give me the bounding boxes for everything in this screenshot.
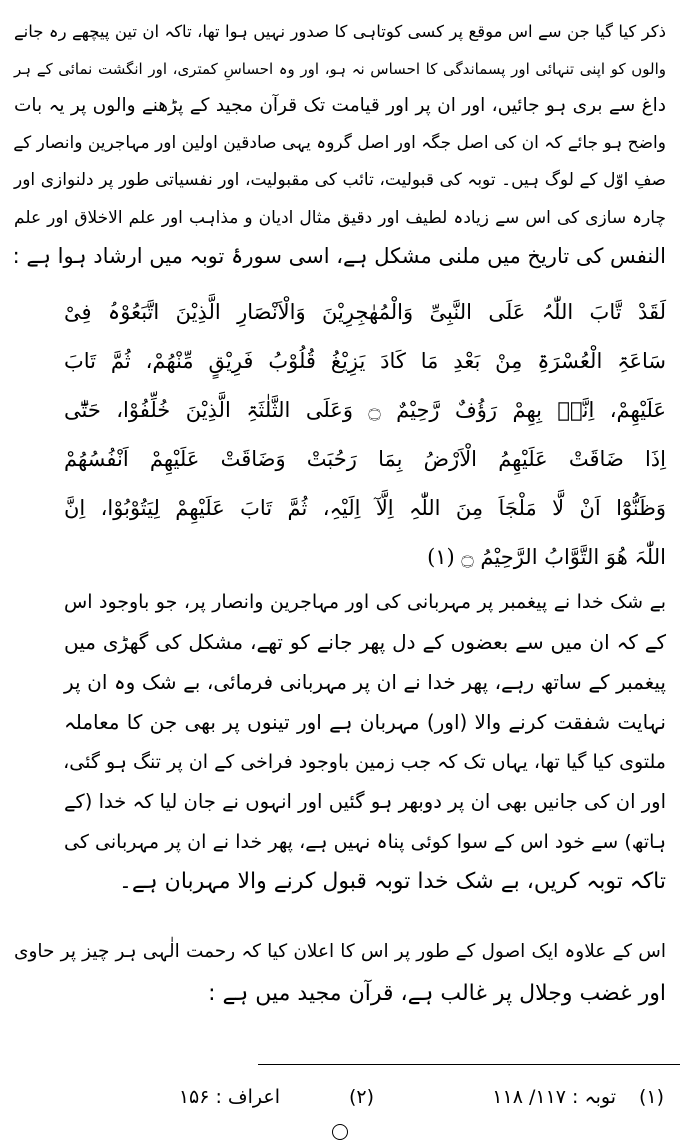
verse-line: لَقَدْ تَّابَ اللّٰہُ عَلَی النَّبِیِّ وَالْمُھٰجِرِیْنَ وَالْاَنْصَارِ الَّذِیْنَ اتَّبَعُوْہُ فِیْ bbox=[64, 300, 666, 324]
verse-line: اِذَا ضَاقَتْ عَلَیْھِمُ الْاَرْضُ بِمَا رَحُبَتْ وَضَاقَتْ عَلَیْھِمْ اَنْفُسُھُمْ bbox=[64, 447, 666, 471]
prose-line: والوں کو اپنی تنہائی اور پسماندگی کا احساس نہ ہو، اور وہ احساسِ کمتری، اور انگشت نمائی کے ہر bbox=[14, 60, 666, 78]
verse-line: سَاعَۃِ الْعُسْرَۃِ مِنْ بَعْدِ مَا کَادَ یَزِیْغُ قُلُوْبُ فَرِیْقٍ مِّنْھُمْ، ثُمَّ تَابَ bbox=[64, 349, 666, 373]
prose-line: النفس کی تاریخ میں ملنی مشکل ہے، اسی سورۂ توبہ میں ارشاد ہوا ہے : bbox=[12, 244, 666, 268]
translation-line: نہایت شفقت کرنے والا (اور) مہربان ہے اور تینوں پر بھی جن کا معاملہ bbox=[64, 710, 666, 734]
translation-line: بے شک خدا نے پیغمبر پر مہربانی کی اور مہاجرین وانصار پر، جو باوجود اس bbox=[64, 591, 666, 613]
footnote-1-number: (۱) bbox=[638, 1086, 664, 1108]
translation-line: ملتوی کیا گیا تھا، یہاں تک کہ جب زمین باوجود فراخی کے ان پر تنگ ہو گئی، bbox=[63, 751, 666, 773]
footnote-separator bbox=[258, 1064, 680, 1065]
translation-line: کے کہ ان میں سے بعضوں کے دل پھر جانے کو تھے، مشکل کی گھڑی میں bbox=[64, 630, 666, 654]
footnotes bbox=[0, 1082, 680, 1112]
prose-line: اس کے علاوہ ایک اصول کے طور پر اس کا اعلان کیا کہ رحمت الٰہی ہر چیز پر حاوی bbox=[14, 941, 666, 962]
footnote-1-reference: توبہ : ۱۱۷/ ۱۱۸ bbox=[492, 1086, 616, 1108]
prose-line: صفِ اوّل کے لوگ ہیں۔ توبہ کی قبولیت، تائب کی مقبولیت، اور نفسیاتی طور پر دلنوازی اور bbox=[14, 170, 666, 190]
translation-line: ہاتھ) سے خود اس کے سوا کوئی پناہ نہیں ہے، پھر خدا نے ان پر مہربانی کی bbox=[64, 831, 666, 853]
prose-line: اور غضب وجلال پر غالب ہے، قرآن مجید میں ہے : bbox=[208, 981, 666, 1006]
translation-line: پیغمبر کے ساتھ رہے، پھر خدا نے ان پر مہربانی فرمائی، بے شک وہ ان پر bbox=[64, 670, 666, 694]
verse-line: اللّٰہَ ھُوَ التَّوَّابُ الرَّحِیْمُ ۝ (۱) bbox=[427, 545, 666, 569]
verse-line: وَظَنُّوْٓا اَنْ لَّا مَلْجَاَ مِنَ اللّٰہِ اِلَّآ اِلَیْہِ، ثُمَّ تَابَ عَلَیْھِمْ لِیَتُوْبُوْا، اِنَّ bbox=[64, 496, 666, 520]
prose-line: ذکر کیا گیا جن سے اس موقع پر کسی کوتاہی کا صدور نہیں ہوا تھا، تاکہ ان تین پیچھے رہ جانے bbox=[14, 22, 666, 41]
page-number-marker bbox=[332, 1124, 348, 1140]
prose-line: واضح ہو جائے کہ ان کی اصل جگہ اور اصل گروہ یہی صادقین اولین اور مہاجرین وانصار کے bbox=[13, 133, 666, 153]
translation-line: اور ان کی جانیں بھی ان پر دوبھر ہو گئیں اور انہوں نے جان لیا کہ خدا (کے bbox=[64, 790, 666, 813]
footnote-2-number: (۲) bbox=[348, 1086, 374, 1108]
footnote-2-reference: اعراف : ۱۵۶ bbox=[178, 1086, 280, 1108]
translation-line: تاکہ توبہ کریں، بے شک خدا توبہ قبول کرنے والا مہربان ہے۔ bbox=[119, 869, 666, 894]
verse-line: عَلَیْھِمْ، اِنَّہٗ بِھِمْ رَؤُفٌ رَّحِیْمٌ ۝ وَعَلَی الثَّلٰثَۃِ الَّذِیْنَ خُلِّفُوْا، حَتّٰٓی bbox=[64, 398, 666, 422]
prose-line: داغ سے بری ہو جائیں، اور ان پر اور قیامت تک قرآن مجید کے پڑھنے والوں پر یہ بات bbox=[14, 95, 666, 116]
prose-line: چارہ سازی کی اس سے زیادہ لطیف اور دقیق مثال ادیان و مذاہب اور علم الاخلاق اور علم bbox=[14, 208, 666, 228]
